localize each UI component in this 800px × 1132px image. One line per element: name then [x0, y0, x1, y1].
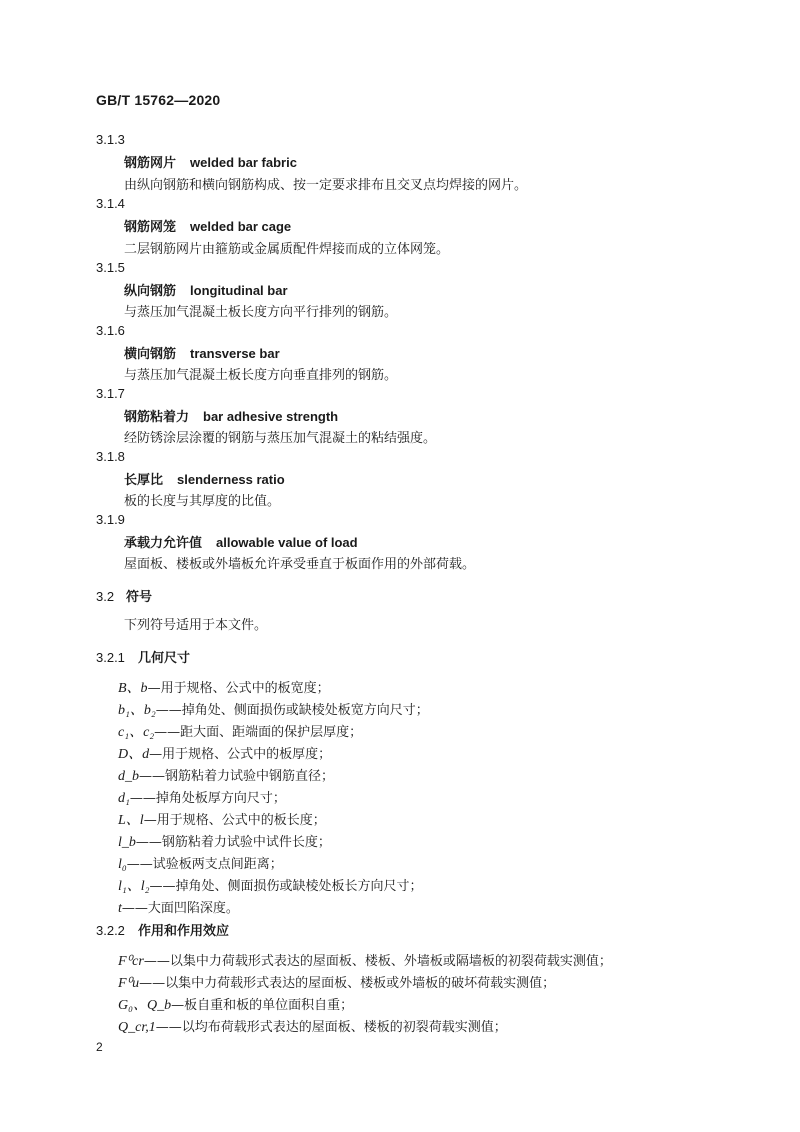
term-number: 3.1.5	[96, 260, 125, 275]
term-title-zh: 钢筋网笼	[124, 220, 177, 235]
symbol-description: —用于规格、公式中的板宽度；	[147, 681, 330, 696]
term-number: 3.1.7	[96, 386, 125, 401]
subsection-number: 3.2.2	[96, 923, 125, 938]
symbol-definition	[118, 831, 331, 851]
section-number: 3.2	[96, 589, 115, 604]
term-number: 3.1.4	[96, 196, 125, 211]
symbol: L、l	[118, 813, 144, 828]
term-title-zh: 钢筋粘着力	[124, 410, 190, 425]
subsection-title: 几何尺寸	[138, 651, 191, 666]
subsection-heading	[96, 647, 190, 666]
subsection-title: 作用和作用效应	[138, 924, 230, 939]
symbol-description: ——钢筋粘着力试验中钢筋直径；	[139, 769, 335, 784]
term-definition: 二层钢筋网片由箍筋或金属质配件焊接而成的立体网笼。	[124, 242, 450, 257]
term-number: 3.1.3	[96, 132, 125, 147]
page-number: 2	[96, 1040, 103, 1054]
term-title-en: allowable value of load	[216, 535, 358, 550]
term-title	[124, 280, 288, 299]
symbol-definition	[118, 875, 423, 895]
term-title-en: bar adhesive strength	[203, 409, 339, 424]
term-title	[124, 152, 297, 171]
term-title-zh: 钢筋网片	[124, 156, 177, 171]
symbol: F⁰cr	[118, 954, 144, 969]
term-title-zh: 承载力允许值	[124, 536, 203, 551]
term-title-en: slenderness ratio	[177, 472, 285, 487]
term-definition: 由纵向钢筋和横向钢筋构成、按一定要求排布且交叉点均焊接的网片。	[124, 178, 528, 193]
symbol: b₁、b₂	[118, 703, 156, 718]
term-number: 3.1.9	[96, 512, 125, 527]
term-title	[124, 532, 358, 551]
symbol: c₁、c₂	[118, 725, 155, 740]
symbol: G₀、Q_b	[118, 998, 172, 1013]
symbol-description: ——以集中力荷载形式表达的屋面板、楼板或外墙板的破坏荷载实测值；	[139, 976, 556, 991]
symbol-description: —用于规格、公式中的板厚度；	[149, 747, 332, 762]
symbol: l₁、l₂	[118, 879, 150, 894]
symbol-definition	[118, 721, 362, 741]
symbol: B、b	[118, 681, 148, 696]
term-number: 3.1.8	[96, 449, 125, 464]
symbol-description: ——钢筋粘着力试验中试件长度；	[135, 835, 331, 850]
term-title-en: longitudinal bar	[190, 283, 288, 298]
term-definition: 与蒸压加气混凝土板长度方向垂直排列的钢筋。	[124, 368, 398, 383]
term-title	[124, 469, 285, 488]
symbol: l₀	[118, 857, 127, 872]
subsection-number: 3.2.1	[96, 650, 125, 665]
symbol: d₁	[118, 791, 130, 806]
symbol-description: ——掉角处、侧面损伤或缺棱处板长方向尺寸；	[149, 879, 423, 894]
subsection-heading	[96, 920, 229, 939]
symbol: l_b	[118, 835, 136, 850]
symbol-definition	[118, 1016, 507, 1036]
symbol-definition	[118, 972, 555, 992]
term-title	[124, 216, 291, 235]
term-title-en: transverse bar	[190, 346, 280, 361]
term-definition: 板的长度与其厚度的比值。	[124, 494, 281, 509]
symbol-definition	[118, 853, 283, 873]
symbol-description: ——掉角处板厚方向尺寸；	[129, 791, 286, 806]
term-title-zh: 纵向钢筋	[124, 284, 177, 299]
term-title-en: welded bar cage	[190, 219, 292, 234]
symbol-definition	[118, 787, 286, 807]
section-heading	[96, 586, 152, 605]
symbol-description: ——掉角处、侧面损伤或缺棱处板宽方向尺寸；	[155, 703, 429, 718]
term-title-zh: 横向钢筋	[124, 347, 177, 362]
term-definition: 与蒸压加气混凝土板长度方向平行排列的钢筋。	[124, 305, 398, 320]
symbol-description: —用于规格、公式中的板长度；	[143, 813, 326, 828]
symbol-description: ——距大面、距端面的保护层厚度；	[154, 725, 363, 740]
term-definition: 屋面板、楼板或外墙板允许承受垂直于板面作用的外部荷载。	[124, 557, 476, 572]
section-title: 符号	[126, 590, 153, 605]
symbol: Q_cr,1	[118, 1020, 156, 1035]
term-definition: 经防锈涂层涂覆的钢筋与蒸压加气混凝土的粘结强度。	[124, 431, 437, 446]
symbol: F⁰u	[118, 976, 140, 991]
symbol-definition	[118, 897, 239, 917]
symbol-definition	[118, 677, 330, 697]
symbol-description: —板自重和板的单位面积自重；	[171, 998, 354, 1013]
section-intro: 下列符号适用于本文件。	[124, 618, 268, 633]
symbol-description: ——以均布荷载形式表达的屋面板、楼板的初裂荷载实测值；	[155, 1020, 507, 1035]
symbol-definition	[118, 950, 612, 970]
term-number: 3.1.6	[96, 323, 125, 338]
symbol-description: ——大面凹陷深度。	[121, 901, 239, 916]
symbol-definition	[118, 994, 353, 1014]
symbol: d_b	[118, 769, 139, 784]
symbol: D、d	[118, 747, 150, 762]
term-title-en: welded bar fabric	[190, 155, 297, 170]
term-title-zh: 长厚比	[124, 473, 164, 488]
symbol-description: ——以集中力荷载形式表达的屋面板、楼板、外墙板或隔墙板的初裂荷载实测值；	[143, 954, 612, 969]
symbol-description: ——试验板两支点间距离；	[126, 857, 283, 872]
symbol-definition	[118, 743, 331, 763]
symbol-definition	[118, 809, 326, 829]
term-title	[124, 406, 338, 425]
term-title	[124, 343, 280, 362]
symbol-definition	[118, 699, 429, 719]
symbol-definition	[118, 765, 334, 785]
symbol: t	[118, 901, 122, 916]
standard-code-header: GB/T 15762—2020	[96, 92, 221, 108]
